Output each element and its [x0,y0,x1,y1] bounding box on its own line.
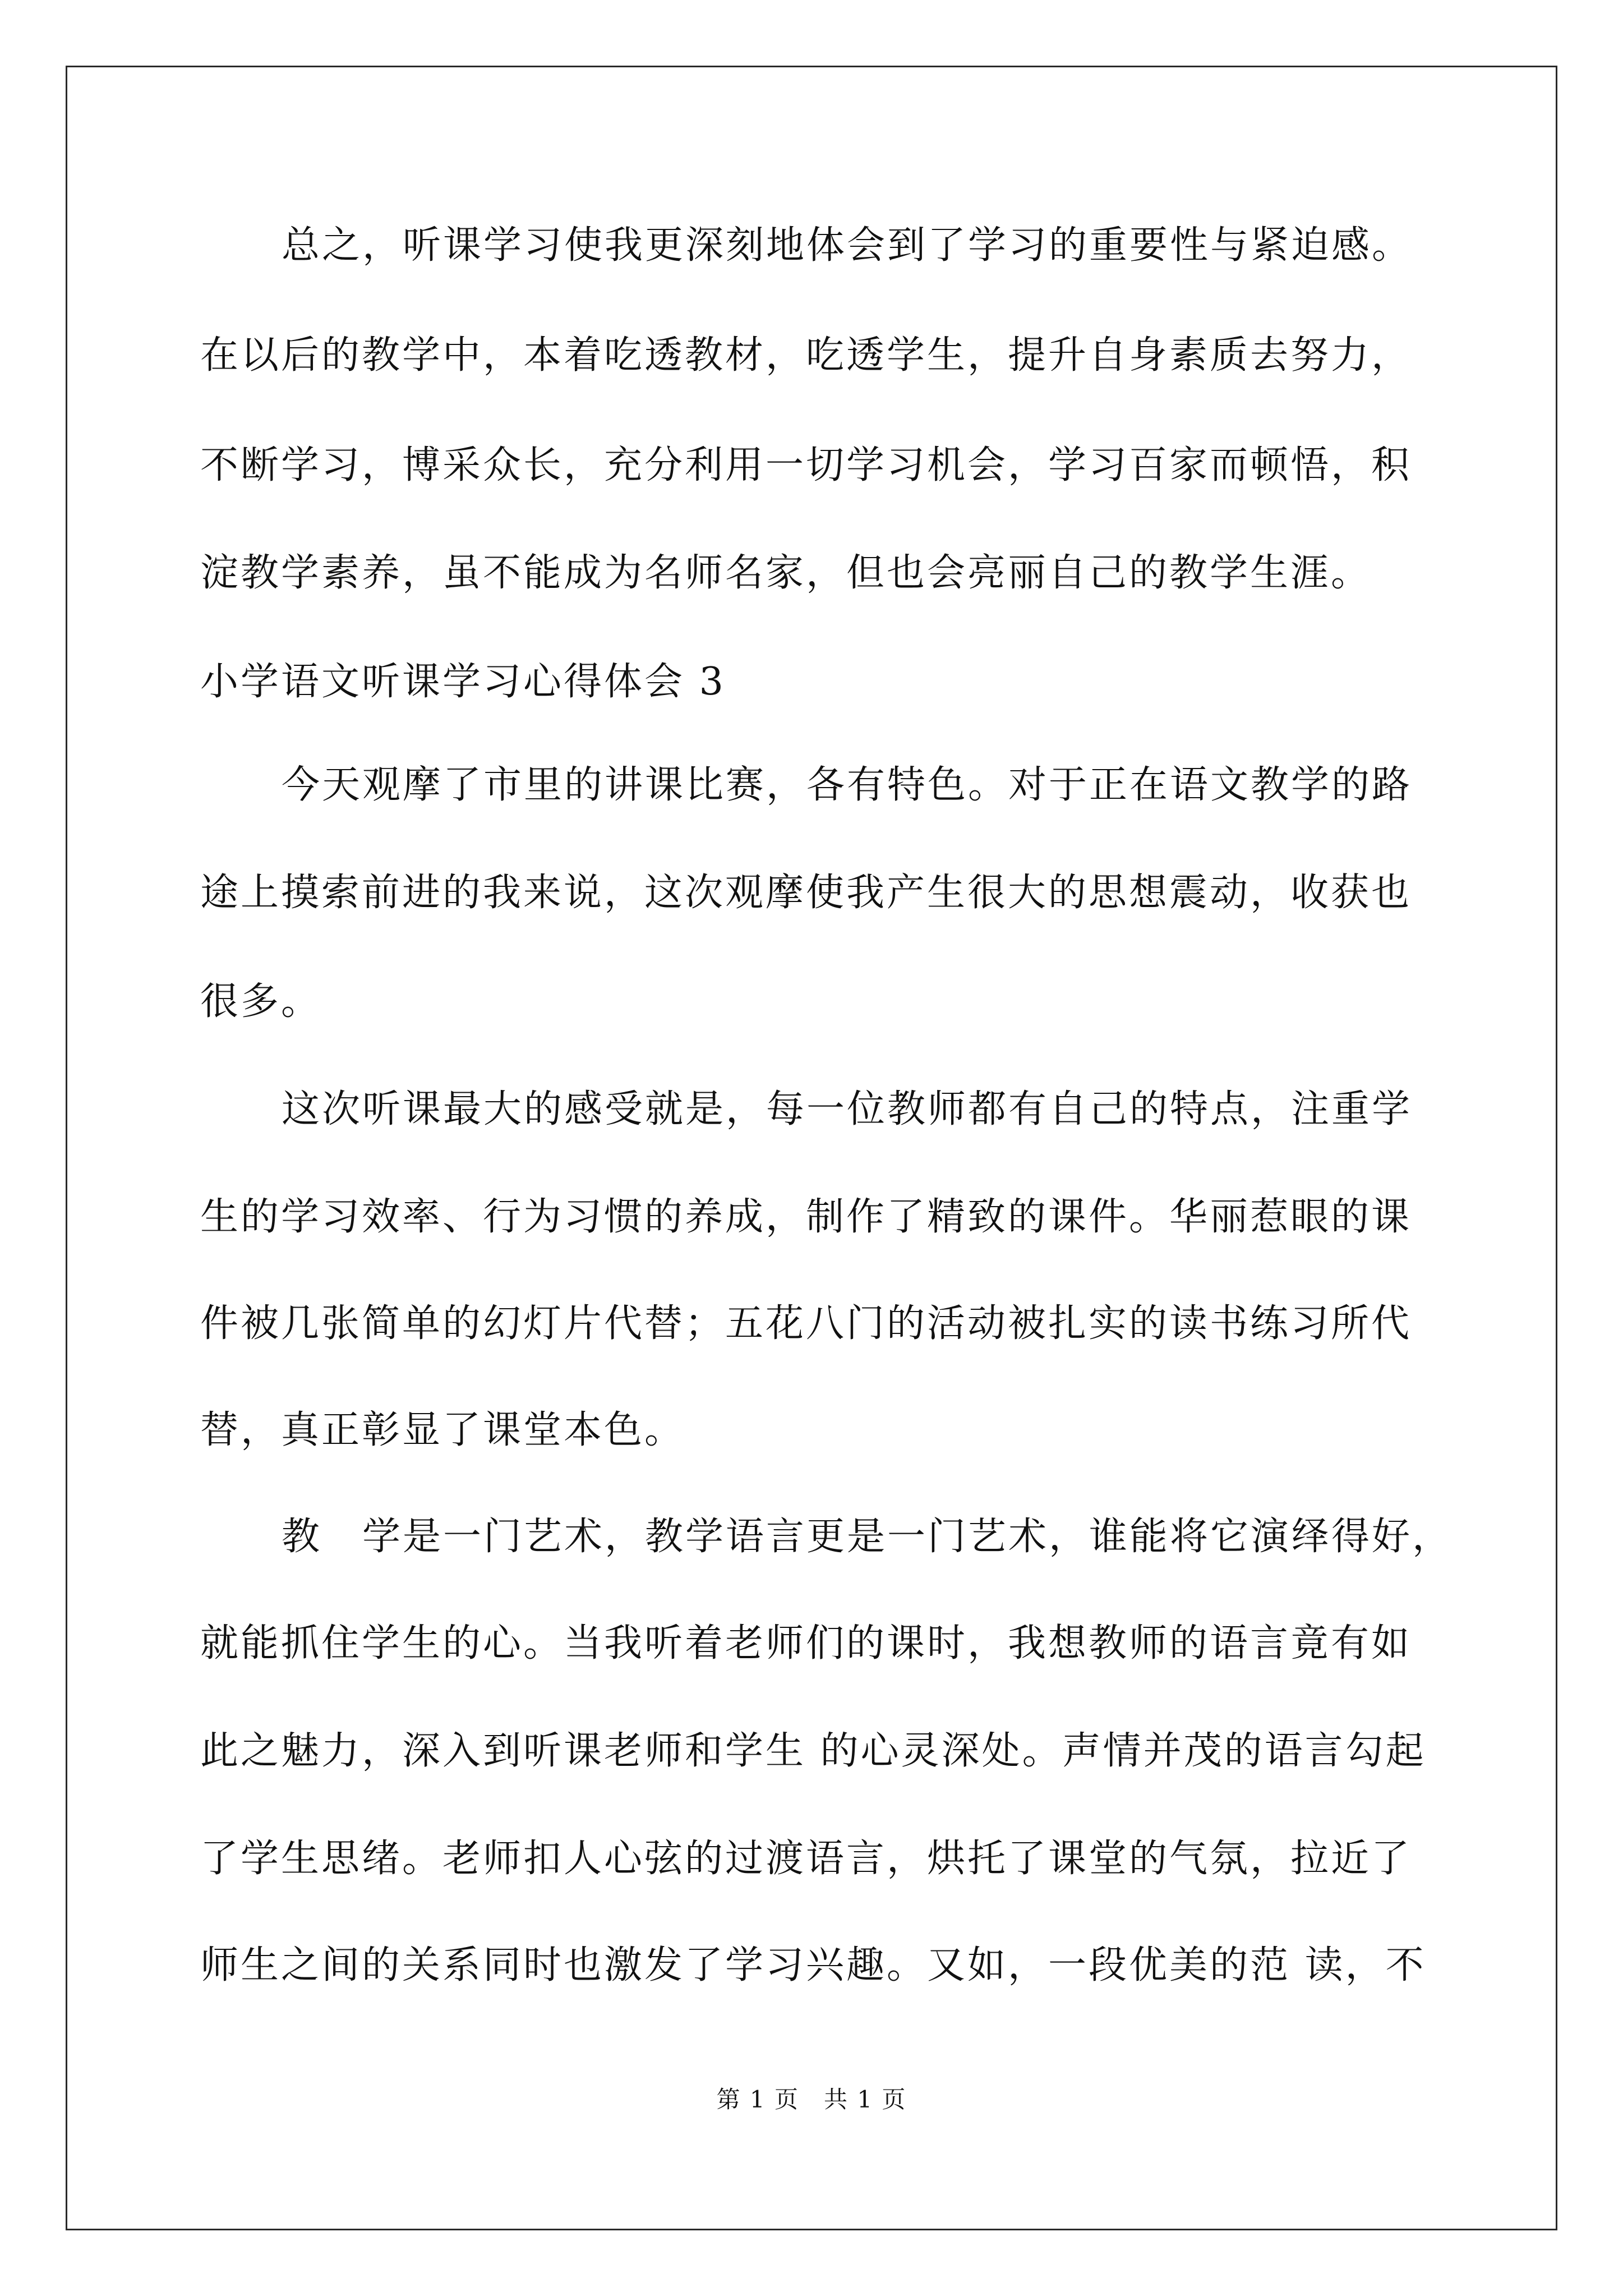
text-line: 不断学习，博采众长，充分利用一切学习机会，学习百家而顿悟，积 [200,443,1412,487]
text-line: 就能抓住学生的心。当我听着老师们的课时，我想教师的语言竟有如 [200,1621,1412,1665]
text-line: 途上摸索前进的我来说，这次观摩使我产生很大的思想震动，收获也 [200,871,1412,915]
text-line: 淀教学素养，虽不能成为名师名家，但也会亮丽自己的教学生涯。 [200,551,1372,595]
section-heading: 小学语文听课学习心得体会 3 [200,660,726,704]
text-line: 总之，听课学习使我更深刻地体会到了学习的重要性与紧迫感。 [282,223,1413,268]
text-line: 此之魅力，深入到听课老师和学生 的心灵深处。声情并茂的语言勾起 [200,1729,1426,1773]
text-line: 教 学是一门艺术，教学语言更是一门艺术，谁能将它演绎得好， [282,1515,1453,1559]
text-line: 师生之间的关系同时也激发了学习兴趣。又如，一段优美的范 读，不 [200,1943,1426,1987]
text-line: 这次听课最大的感受就是，每一位教师都有自己的特点，注重学 [282,1087,1413,1131]
text-line: 今天观摩了市里的讲课比赛，各有特色。对于正在语文教学的路 [282,763,1413,807]
text-line: 在以后的教学中，本着吃透教材，吃透学生，提升自身素质去努力， [200,333,1412,378]
page-border [66,66,1557,2230]
page-footer: 第 1 页 共 1 页 [716,2086,907,2113]
text-line: 很多。 [200,979,322,1024]
text-line: 替，真正彰显了课堂本色。 [200,1408,685,1452]
text-line: 件被几张简单的幻灯片代替；五花八门的活动被扎实的读书练习所代 [200,1301,1412,1346]
text-line: 生的学习效率、行为习惯的养成，制作了精致的课件。华丽惹眼的课 [200,1195,1412,1239]
text-line: 了学生思绪。老师扣人心弦的过渡语言，烘托了课堂的气氛，拉近了 [200,1837,1412,1881]
